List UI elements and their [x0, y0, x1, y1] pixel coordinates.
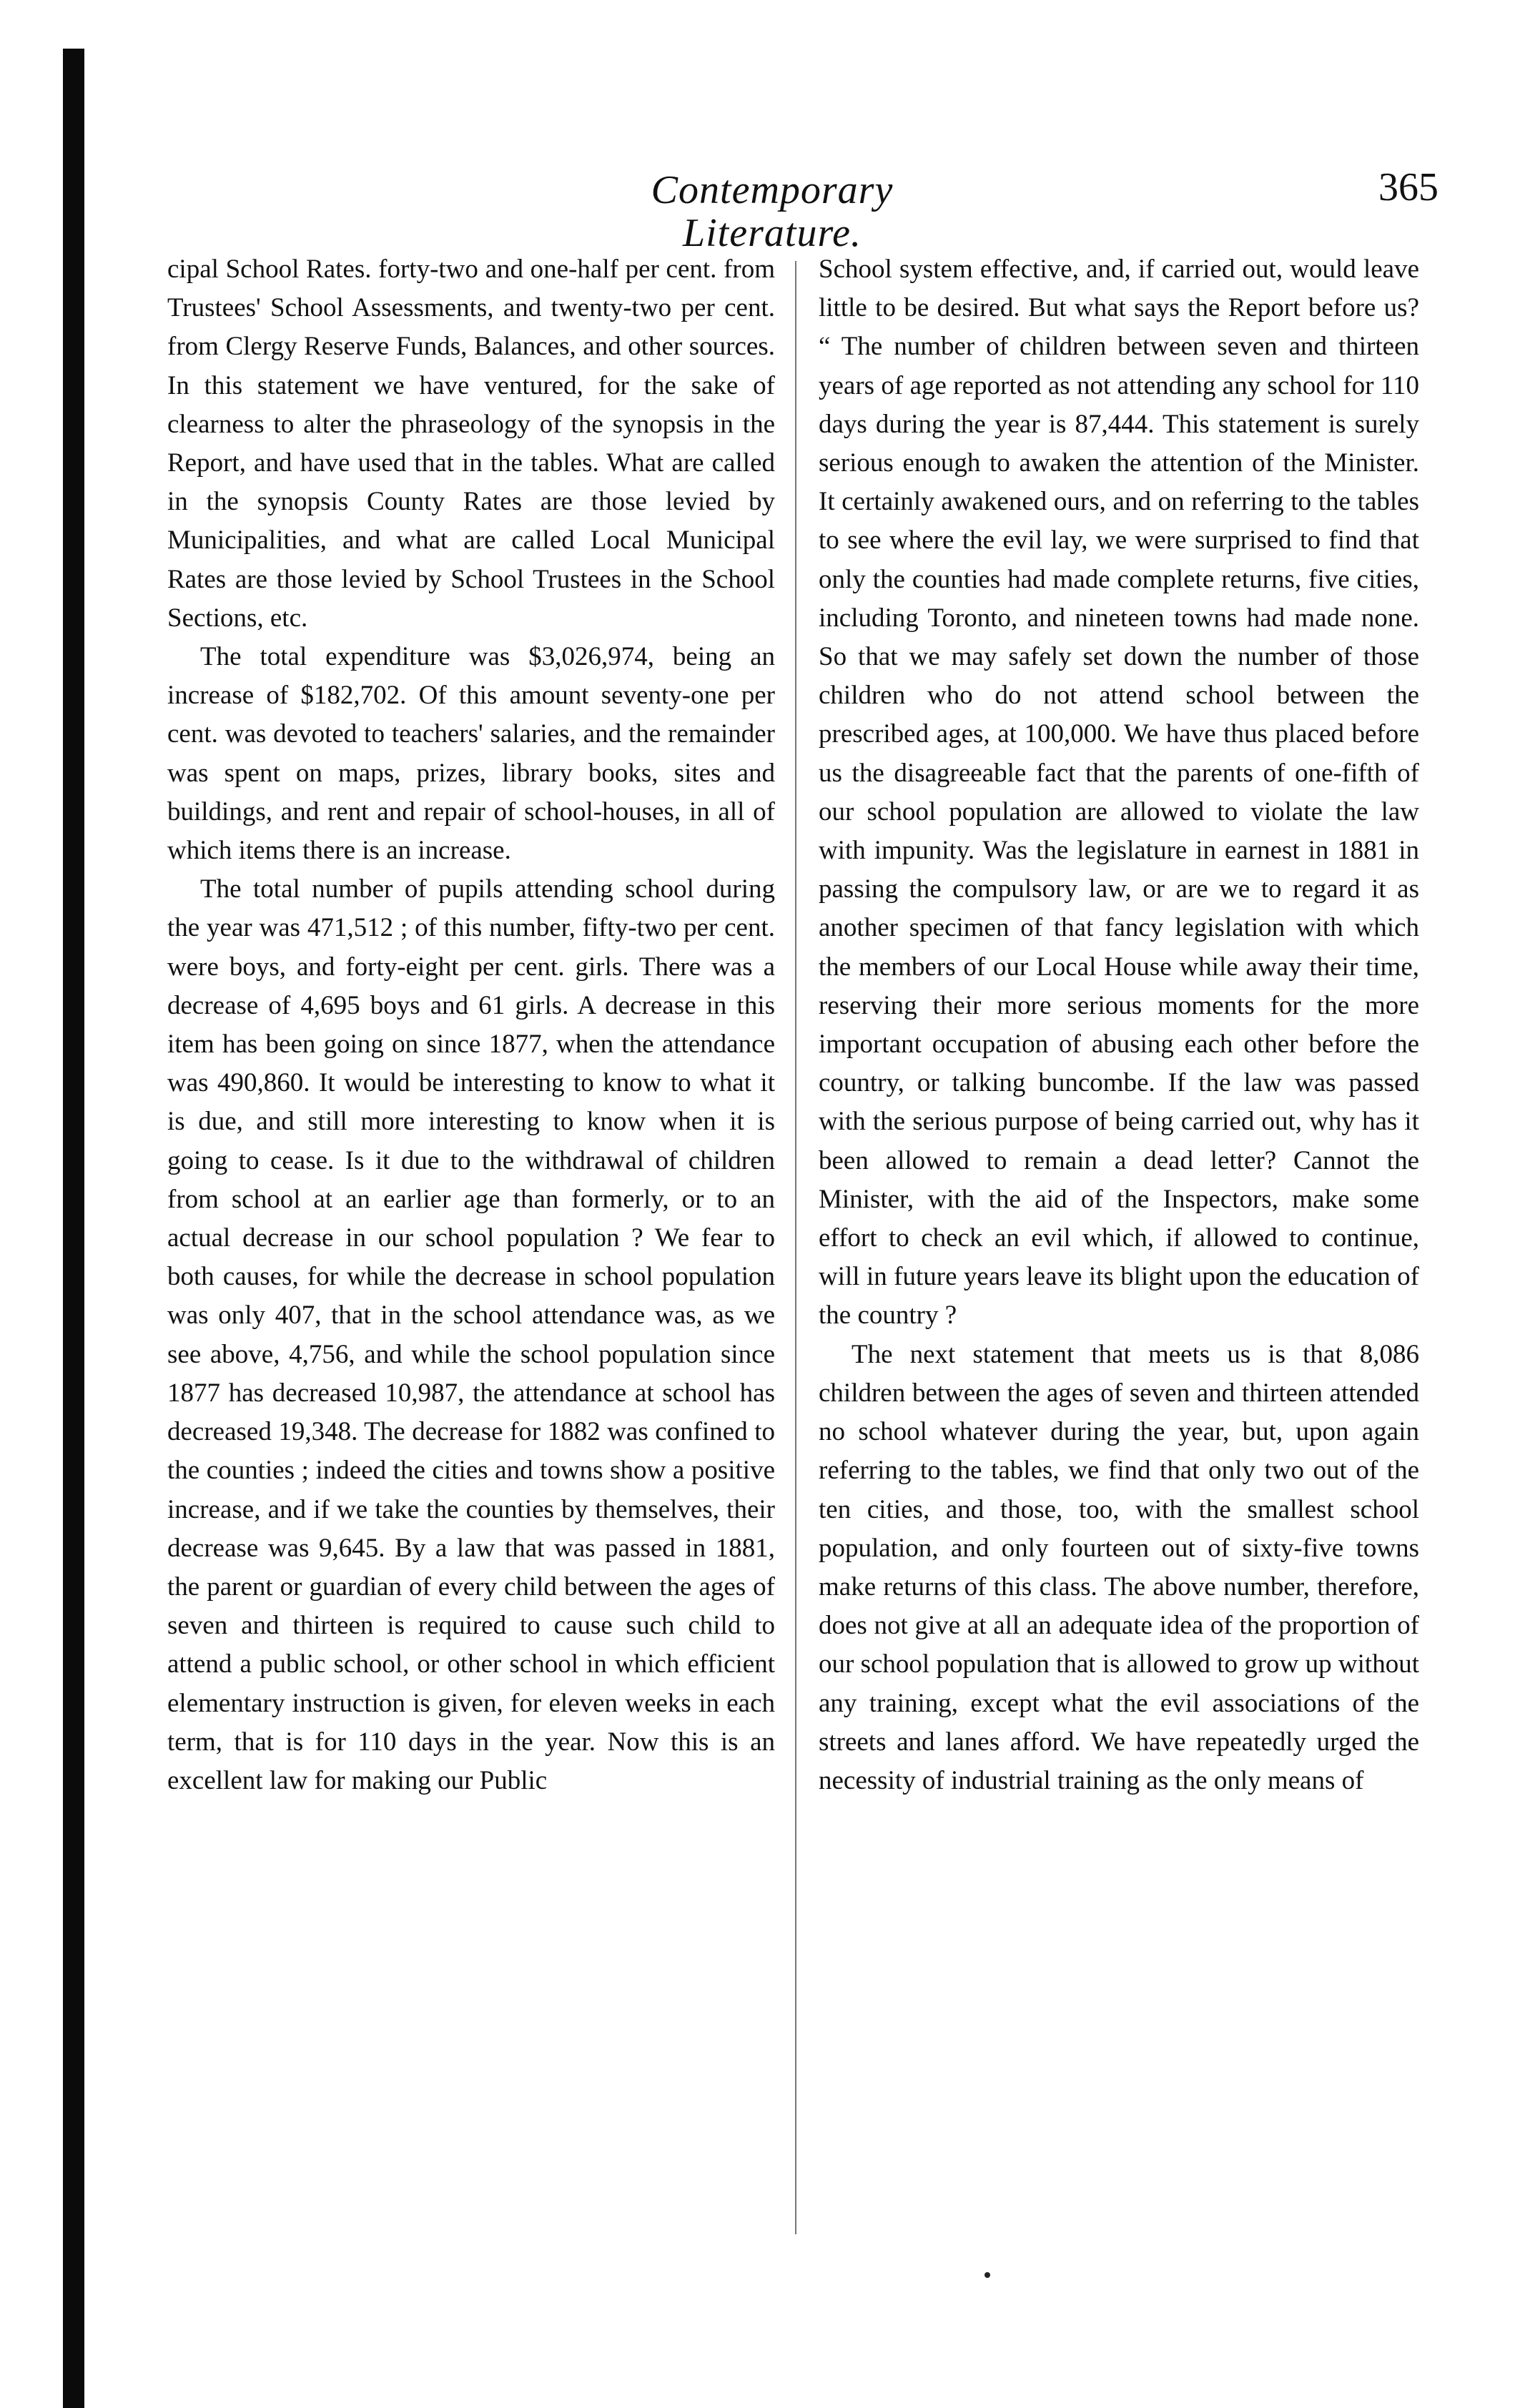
left-text-column [167, 250, 775, 1800]
scan-binding-edge [63, 49, 84, 2408]
paragraph: cipal School Rates. forty-two and one-half per cent. from Trustees' School Assessments, and twenty-two per cent. from Clergy Reserve Funds, Balances, and other sources. In this statement we have ventured, for the sake of clearness to alter the phraseology of the synopsis in the Report, and have used that in the tables. What are called in the synopsis County Rates are those levied by Municipalities, and what are called Local Municipal Rates are those levied by School Trustees in the School Sections, etc. [167, 255, 775, 633]
print-speck [984, 2272, 990, 2278]
column-divider [795, 261, 796, 2234]
paragraph: The total expenditure was $3,026,974, being an increase of $182,702. Of this amount seventy-one per cent. was devoted to teachers' salaries, and the remainder was spent on maps, prizes, library books, sites and buildings, and rent and repair of school-houses, in all of which items there is an increase. [167, 642, 775, 866]
right-text-column [819, 250, 1419, 1800]
paragraph: The total number of pupils attending school during the year was 471,512 ; of this number, fifty-two per cent. were boys, and forty-eight per cent. girls. There was a decrease of 4,695 boys and 61 girls. A decrease in this item has been going on since 1877, when the attendance was 490,860. It would be interesting to know to what it is due, and still more interesting to know when it is going to cease. Is it due to the withdrawal of children from school at an earlier age than formerly, or to an actual decrease in our school population ? We fear to both causes, for while the decrease in school population was only 407, that in the school attendance was, as we see above, 4,756, and while the school population since 1877 has decreased 10,987, the attendance at school has decreased 19,348. The decrease for 1882 was confined to the counties ; indeed the cities and towns show a positive increase, and if we take the counties by themselves, their decrease was 9,645. By a law that was passed in 1881, the parent or guardian of every child between the ages of seven and thirteen is required to cause such child to attend a public school, or other school in which efficient elementary instruction is given, for eleven weeks in each term, that is for 110 days in the year. Now this is an excellent law for making our Public [167, 874, 775, 1795]
paragraph: The next statement that meets us is that 8,086 children between the ages of seven and thirteen attended no school whatever during the year, but, upon again referring to the tables, we find that only two out of the ten cities, and those, too, with the smallest school population, and only fourteen out of sixty-five towns make returns of this class. The above number, therefore, does not give at all an adequate idea of the proportion of our school population that is allowed to grow up without any training, except what the evil associations of the streets and lanes afford. We have repeatedly urged the necessity of industrial training as the only means of [819, 1339, 1419, 1795]
page-number: 365 [1378, 165, 1438, 209]
running-title: Contemporary Literature. [651, 168, 894, 255]
paragraph: School system effective, and, if carried out, would leave little to be desired. But what says the Report before us? “ The number of children between seven and thirteen years of age reported as not attending any school for 110 days during the year is 87,444. This statement is surely serious enough to awaken the attention of the Minister. It certainly awakened ours, and on referring to the tables to see where the evil lay, we were surprised to find that only the counties had made complete returns, five cities, including Toronto, and nineteen towns had made none. So that we may safely set down the number of those children who do not attend school between the prescribed ages, at 100,000. We have thus placed before us the disagreeable fact that the parents of one-fifth of our school population are allowed to violate the law with impunity. Was the legislature in earnest in 1881 in passing the compulsory law, or are we to regard it as another specimen of that fancy legislation with which the members of our Local House while away their time, reserving their more serious moments for the more important occupation of abusing each other before the country, or talking buncombe. If the law was passed with the serious purpose of being carried out, why has it been allowed to remain a dead letter? Cannot the Minister, with the aid of the Inspectors, make some effort to check an evil which, if allowed to continue, will in future years leave its blight upon the education of the country ? [819, 255, 1419, 1331]
